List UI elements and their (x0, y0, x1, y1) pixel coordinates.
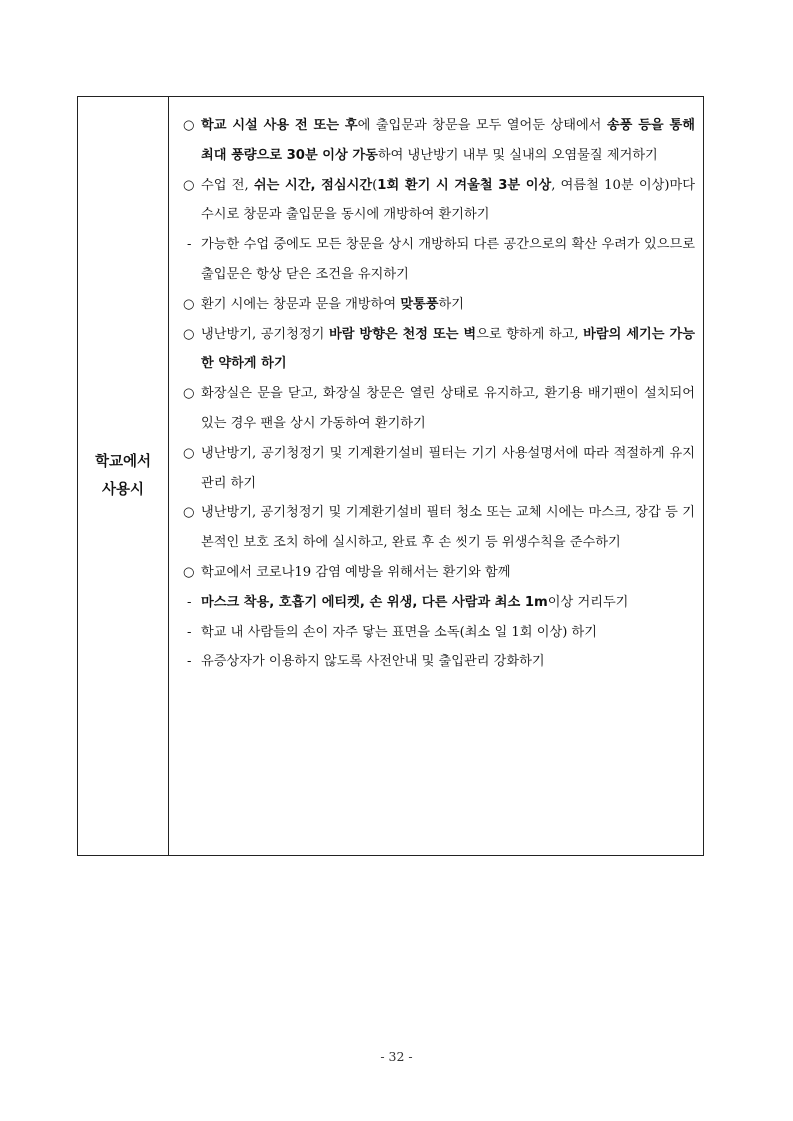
circle-bullet-icon: ○ (183, 505, 195, 521)
bold-text: 송풍 등을 통해 최대 풍량으로 30분 이상 가동 (201, 118, 695, 163)
body-text: 으로 향하게 하고, (476, 326, 584, 342)
bold-text: 마스크 착용, 호흡기 에티켓, 손 위생, 다른 사람과 최소 1m (201, 594, 548, 610)
sub-list-item (181, 647, 695, 677)
bold-text: 1회 환기 시 겨울철 3분 이상 (377, 177, 552, 193)
bold-text: 맞통풍 (400, 296, 439, 312)
table-label-cell (78, 97, 169, 855)
dash-marker: - (187, 594, 192, 610)
body-text: 학교에서 코로나19 감염 예방을 위해서는 환기와 함께 (201, 564, 511, 580)
body-text: 냉난방기, 공기청정기 및 기계환기설비 필터 청소 또는 교체 시에는 마스크, 장갑 등 기본적인 보호 조치 하에 실시하고, 완료 후 손 씻기 등 위생수칙을 준수하기 (201, 505, 695, 551)
table-content-cell (169, 97, 703, 855)
body-text: 가능한 수업 중에도 모든 창문을 상시 개방하되 다른 공간으로의 확산 우려가 있으므로 출입문은 항상 닫은 조건을 유지하기 (201, 237, 695, 282)
circle-bullet-icon: ○ (183, 118, 195, 133)
circle-bullet-icon: ○ (183, 445, 195, 461)
body-text: 하여 냉난방기 내부 및 실내의 오염물질 제거하기 (377, 147, 658, 163)
body-text: 냉난방기, 공기청정기 및 기계환기설비 필터는 기기 사용설명서에 따라 적절하게 유지관리 하기 (201, 445, 695, 491)
bold-text: 바람의 세기는 가능한 약하게 하기 (201, 326, 695, 372)
list-item (181, 320, 695, 380)
list-item (181, 498, 695, 558)
body-text: ( (372, 177, 378, 193)
bold-text: 학교 시설 사용 전 또는 후 (201, 118, 358, 133)
body-text: 환기 시에는 창문과 문을 개방하여 (201, 296, 401, 312)
circle-bullet-icon: ○ (183, 326, 195, 342)
body-text: 하기 (438, 296, 465, 312)
list-item (181, 171, 695, 231)
list-item (181, 290, 695, 320)
circle-bullet-icon: ○ (183, 177, 195, 193)
bold-text: 쉬는 시간, 점심시간 (253, 177, 373, 193)
list-item (181, 111, 695, 171)
table-label: 학교에서 사용시 (94, 454, 152, 498)
bold-text: 바람 방향은 천정 또는 벽 (328, 326, 477, 342)
circle-bullet-icon: ○ (183, 386, 195, 402)
list-item (181, 379, 695, 439)
page-number: - 32 - (380, 1049, 413, 1064)
list-item (181, 439, 695, 499)
sub-list-item (181, 618, 695, 648)
circle-bullet-icon: ○ (183, 564, 195, 580)
circle-bullet-icon: ○ (183, 296, 195, 312)
dash-marker: - (187, 654, 192, 670)
body-text: 수업 전, (201, 177, 254, 193)
dash-marker: - (187, 624, 192, 640)
list-item (181, 558, 695, 588)
sub-list-item (181, 588, 695, 618)
body-text: 이상 거리두기 (547, 594, 629, 610)
sub-list-item (181, 230, 695, 290)
guideline-table (77, 96, 704, 856)
body-text: 냉난방기, 공기청정기 (201, 326, 329, 342)
dash-marker: - (187, 237, 192, 253)
body-text: 유증상자가 이용하지 않도록 사전안내 및 출입관리 강화하기 (201, 654, 545, 670)
body-text: , 여름철 10분 이상)마다 수시로 창문과 출입문을 동시에 개방하여 환기하기 (201, 177, 696, 223)
body-text: 학교 내 사람들의 손이 자주 닿는 표면을 소독(최소 일 1회 이상) 하기 (201, 624, 598, 640)
body-text: 화장실은 문을 닫고, 화장실 창문은 열린 상태로 유지하고, 환기용 배기팬이 설치되어 있는 경우 팬을 상시 가동하여 환기하기 (201, 386, 695, 431)
body-text: 에 출입문과 창문을 모두 열어둔 상태에서 (357, 118, 607, 133)
